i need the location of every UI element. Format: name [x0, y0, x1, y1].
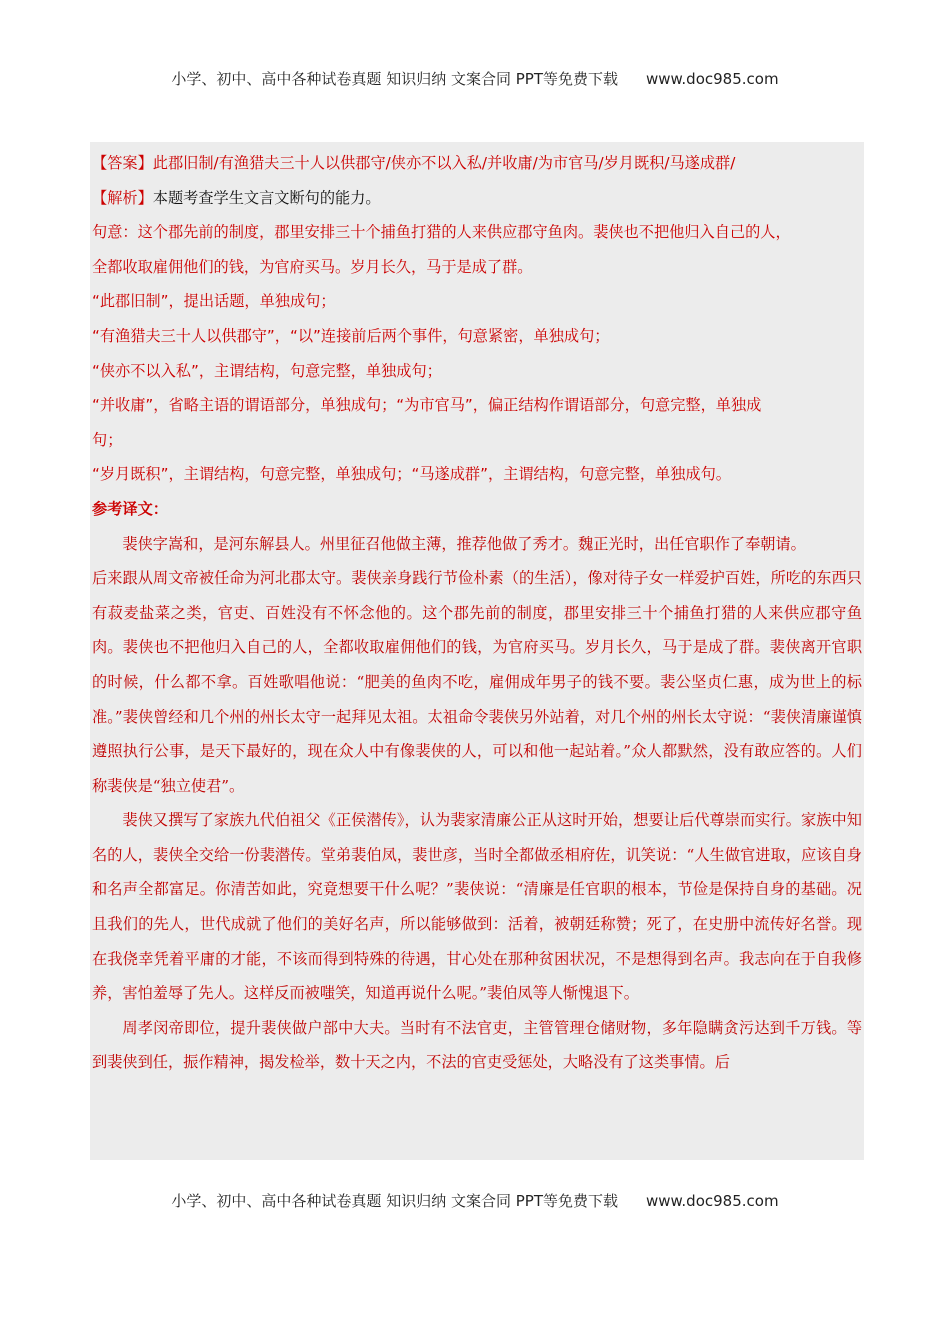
analysis-line — [92, 181, 862, 216]
answer-line — [92, 146, 862, 181]
header-site-link[interactable]: www.doc985.com — [645, 70, 779, 88]
explanation-line: 句； — [92, 430, 123, 449]
explanation-line: “岁月既积”，主谓结构，句意完整，单独成句；“马遂成群”，主谓结构，句意完整，单独成句。 — [92, 465, 731, 484]
footer-site-link[interactable]: www.doc985.com — [645, 1192, 779, 1210]
header-text: 小学、初中、高中各种试卷真题 知识归纳 文案合同 PPT等免费下载 — [171, 70, 618, 88]
analysis-label: 【解析】 — [92, 188, 153, 207]
translation-paragraph: 裴侠字嵩和，是河东解县人。州里征召他做主薄，推荐他做了秀才。魏正光时，出任官职作了奉朝请。 — [122, 534, 806, 553]
footer-text: 小学、初中、高中各种试卷真题 知识归纳 文案合同 PPT等免费下载 — [171, 1192, 618, 1210]
explanation-line: “并收庸”，省略主语的谓语部分，单独成句；“为市官马”，偏正结构作谓语部分，句意完整，单独成 — [92, 396, 762, 415]
explanation-line: “此郡旧制”，提出话题，单独成句； — [92, 292, 336, 311]
answer-explanation-block — [90, 142, 864, 1160]
explanation-line: 句意：这个郡先前的制度，郡里安排三十个捕鱼打猎的人来供应郡守鱼肉。裴侠也不把他归入自己的人， — [92, 223, 791, 242]
explanation-line: “侠亦不以入私”，主谓结构，句意完整，单独成句； — [92, 361, 442, 380]
explanation-line: 全都收取雇佣他们的钱，为官府买马。岁月长久，马于是成了群。 — [92, 257, 533, 276]
page-footer — [0, 1190, 950, 1211]
page-header — [0, 68, 950, 89]
translation-heading: 参考译文： — [92, 499, 168, 518]
translation-paragraph: 周孝闵帝即位，提升裴侠做户部中大夫。当时有不法官吏，主管管理仓储财物，多年隐瞒贪污达到千万钱。等到裴侠到任，振作精神，揭发检举，数十天之内，不法的官吏受惩处，大略没有了这类事情。后 — [92, 1018, 862, 1072]
translation-paragraph: 裴侠又撰写了家族九代伯祖父《正侯潜传》，认为裴家清廉公正从这时开始，想要让后代尊崇而实行。家族中知名的人，裴侠全交给一份裴潜传。堂弟裴伯凤，裴世彦，当时全都做丞相府佐，讥笑说：“人生做官进取，应该自身和名声全都富足。你清苦如此，究竟想要干什么呢？”裴侠说：“清廉是任官职的根本，节俭是保持自身的基础。况且我们的先人，世代成就了他们的美好名声，所以能够做到：活着，被朝廷称赞；死了，在史册中流传好名誉。现在我侥幸凭着平庸的才能，不该而得到特殊的待遇，甘心处在那种贫困状况，不是想得到名声。我志向在于自我修养，害怕羞辱了先人。这样反而被嗤笑，知道再说什么呢。”裴伯凤等人惭愧退下。 — [92, 811, 862, 1003]
explanation-line: “有渔猎夫三十人以供郡守”，“以”连接前后两个事件，句意紧密，单独成句； — [92, 326, 610, 345]
answer-text: 此郡旧制/有渔猎夫三十人以供郡守/侠亦不以入私/并收庸/为市官马/岁月既积/马遂成群/ — [152, 154, 736, 172]
answer-label: 【答案】 — [92, 154, 153, 172]
analysis-text: 本题考查学生文言文断句的能力。 — [152, 188, 381, 207]
translation-paragraph: 后来跟从周文帝被任命为河北郡太守。裴侠亲身践行节俭朴素（的生活），像对待子女一样爱护百姓，所吃的东西只有菽麦盐菜之类，官吏、百姓没有不怀念他的。这个郡先前的制度，郡里安排三十个捕鱼打猎的人来供应郡守鱼肉。裴侠也不把他归入自己的人，全都收取雇佣他们的钱，为官府买马。岁月长久，马于是成了群。裴侠离开官职的时候，什么都不拿。百姓歌唱他说：“肥美的鱼肉不吃，雇佣成年男子的钱不要。裴公坚贞仁惠，成为世上的标准。”裴侠曾经和几个州的州长太守一起拜见太祖。太祖命令裴侠另外站着，对几个州的州长太守说：“裴侠清廉谨慎遵照执行公事，是天下最好的，现在众人中有像裴侠的人，可以和他一起站着。”众人都默然，没有敢应答的。人们称裴侠是“独立使君”。 — [92, 569, 862, 795]
